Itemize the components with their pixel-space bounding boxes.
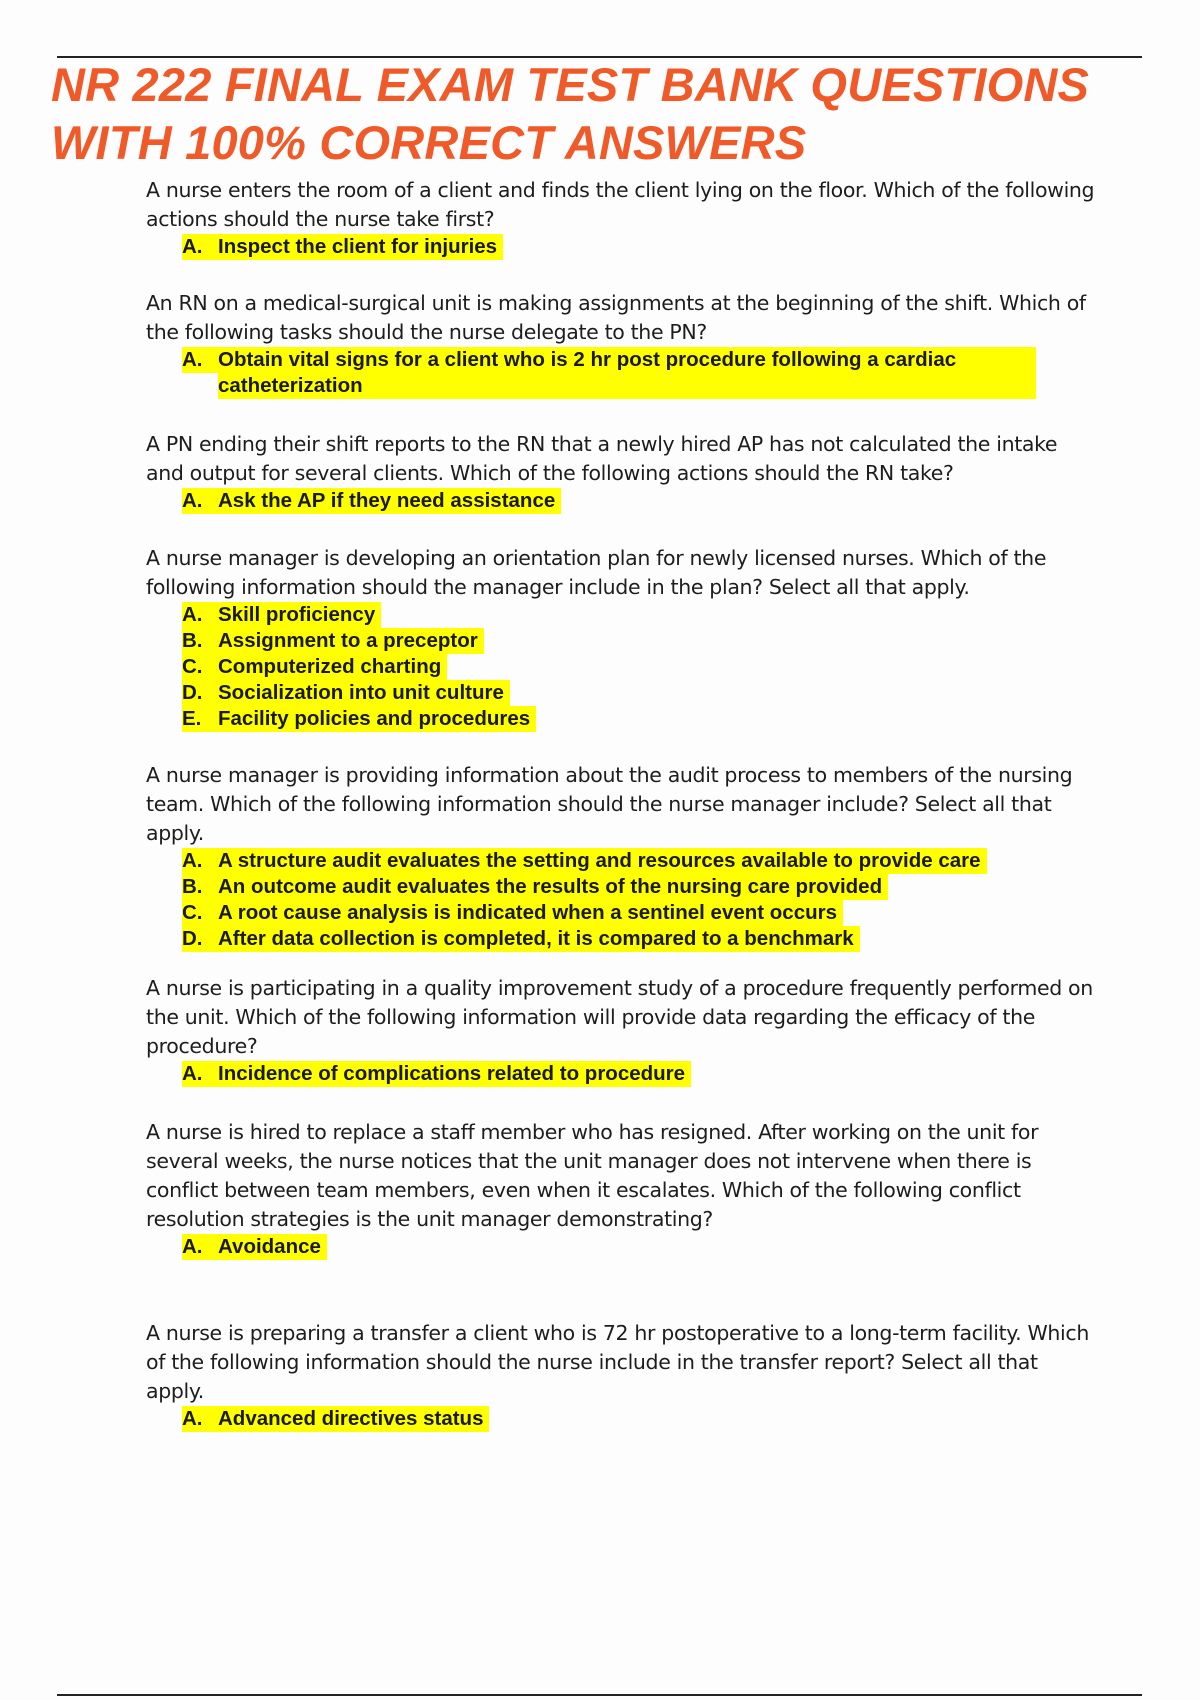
answer-letter: A. <box>182 234 218 260</box>
answer-text: Incidence of complications related to procedure <box>218 1061 691 1087</box>
title-line-1: NR 222 FINAL EXAM TEST BANK QUESTIONS <box>51 58 1090 111</box>
answer-list <box>146 234 1096 260</box>
answer-letter: B. <box>182 628 218 654</box>
answer-letter: A. <box>182 488 218 514</box>
answer-letter: B. <box>182 874 218 900</box>
answer-letter: A. <box>182 1234 218 1260</box>
question-text: An RN on a medical-surgical unit is making assignments at the beginning of the shift. Which of the following tasks should the nurse delegate to the PN? <box>146 291 1086 344</box>
question-text: A nurse manager is developing an orientation plan for newly licensed nurses. Which of the following information should the manager include in the plan? Select all that apply. <box>146 546 1047 599</box>
answer-letter: D. <box>182 926 218 952</box>
answer-item <box>182 874 1096 900</box>
answer-item <box>182 234 1096 260</box>
answer-text: Inspect the client for injuries <box>218 234 503 260</box>
question-text: A nurse enters the room of a client and finds the client lying on the floor. Which of the following actions should the nurse take first? <box>146 178 1095 231</box>
question-text: A nurse is preparing a transfer a client who is 72 hr postoperative to a long-term facility. Which of the following information should the nurse include in the transfer report? Select all that apply. <box>146 1321 1089 1403</box>
answer-text: Advanced directives status <box>218 1406 489 1432</box>
title-line-2: WITH 100% CORRECT ANSWERS <box>51 116 807 169</box>
answer-text: A structure audit evaluates the setting and resources available to provide care <box>218 848 987 874</box>
answer-letter: A. <box>182 848 218 874</box>
answer-text: Avoidance <box>218 1234 327 1260</box>
answer-letter: D. <box>182 680 218 706</box>
answer-list <box>146 1406 1096 1432</box>
answer-item <box>182 654 1096 680</box>
answer-text: Computerized charting <box>218 654 447 680</box>
question-block <box>146 289 1096 430</box>
answer-letter: A. <box>182 1406 218 1432</box>
question-text: A nurse manager is providing information about the audit process to members of the nursing team. Which of the following information should the nurse manager include? Select all that apply. <box>146 763 1073 845</box>
answer-letter: A. <box>182 1061 218 1087</box>
answer-list <box>146 1061 1096 1087</box>
answer-item <box>182 900 1096 926</box>
question-block <box>146 176 1096 289</box>
answer-item <box>182 1061 1096 1087</box>
answer-item <box>182 628 1096 654</box>
answer-text: An outcome audit evaluates the results of the nursing care provided <box>218 874 888 900</box>
answer-list <box>146 488 1096 514</box>
answer-letter: C. <box>182 654 218 680</box>
answer-item <box>182 680 1096 706</box>
answer-text: Ask the AP if they need assistance <box>218 488 561 514</box>
question-list <box>146 176 1096 1432</box>
answer-item <box>182 706 1096 732</box>
question-text: A nurse is participating in a quality improvement study of a procedure frequently performed on the unit. Which of the following information will provide data regarding the efficacy of the procedure? <box>146 976 1093 1058</box>
question-block <box>146 974 1096 1118</box>
answer-letter: E. <box>182 706 218 732</box>
answer-text: Skill proficiency <box>218 602 381 628</box>
answer-text: A root cause analysis is indicated when a sentinel event occurs <box>218 900 843 926</box>
answer-letter: C. <box>182 900 218 926</box>
answer-list <box>146 848 1096 952</box>
bottom-rule <box>57 1694 1142 1696</box>
question-block <box>146 1118 1096 1319</box>
question-block <box>146 761 1096 974</box>
answer-text: Obtain vital signs for a client who is 2 hr post procedure following a cardiac catheterization <box>218 347 1036 399</box>
answer-letter: A. <box>182 347 218 373</box>
answer-item <box>182 848 1096 874</box>
question-block <box>146 544 1096 761</box>
question-text: A PN ending their shift reports to the RN that a newly hired AP has not calculated the intake and output for several clients. Which of the following actions should the RN take? <box>146 432 1058 485</box>
answer-list <box>146 1234 1096 1260</box>
answer-text: After data collection is completed, it is compared to a benchmark <box>218 926 860 952</box>
question-block <box>146 1319 1096 1432</box>
answer-item <box>182 347 1096 399</box>
answer-list <box>146 347 1096 399</box>
answer-item <box>182 1406 1096 1432</box>
answer-text: Socialization into unit culture <box>218 680 510 706</box>
question-text: A nurse is hired to replace a staff member who has resigned. After working on the unit for several weeks, the nurse notices that the unit manager does not intervene when there is conflict between team members, even when it escalates. Which of the following conflict resolution strategies is the unit manager demonstrating? <box>146 1120 1039 1231</box>
answer-text: Facility policies and procedures <box>218 706 536 732</box>
answer-item <box>182 926 1096 952</box>
document-title <box>51 56 1151 172</box>
answer-item <box>182 602 1096 628</box>
answer-letter: A. <box>182 602 218 628</box>
answer-list <box>146 602 1096 732</box>
answer-text: Assignment to a preceptor <box>218 628 484 654</box>
answer-item <box>182 488 1096 514</box>
answer-item <box>182 1234 1096 1260</box>
question-block <box>146 430 1096 544</box>
